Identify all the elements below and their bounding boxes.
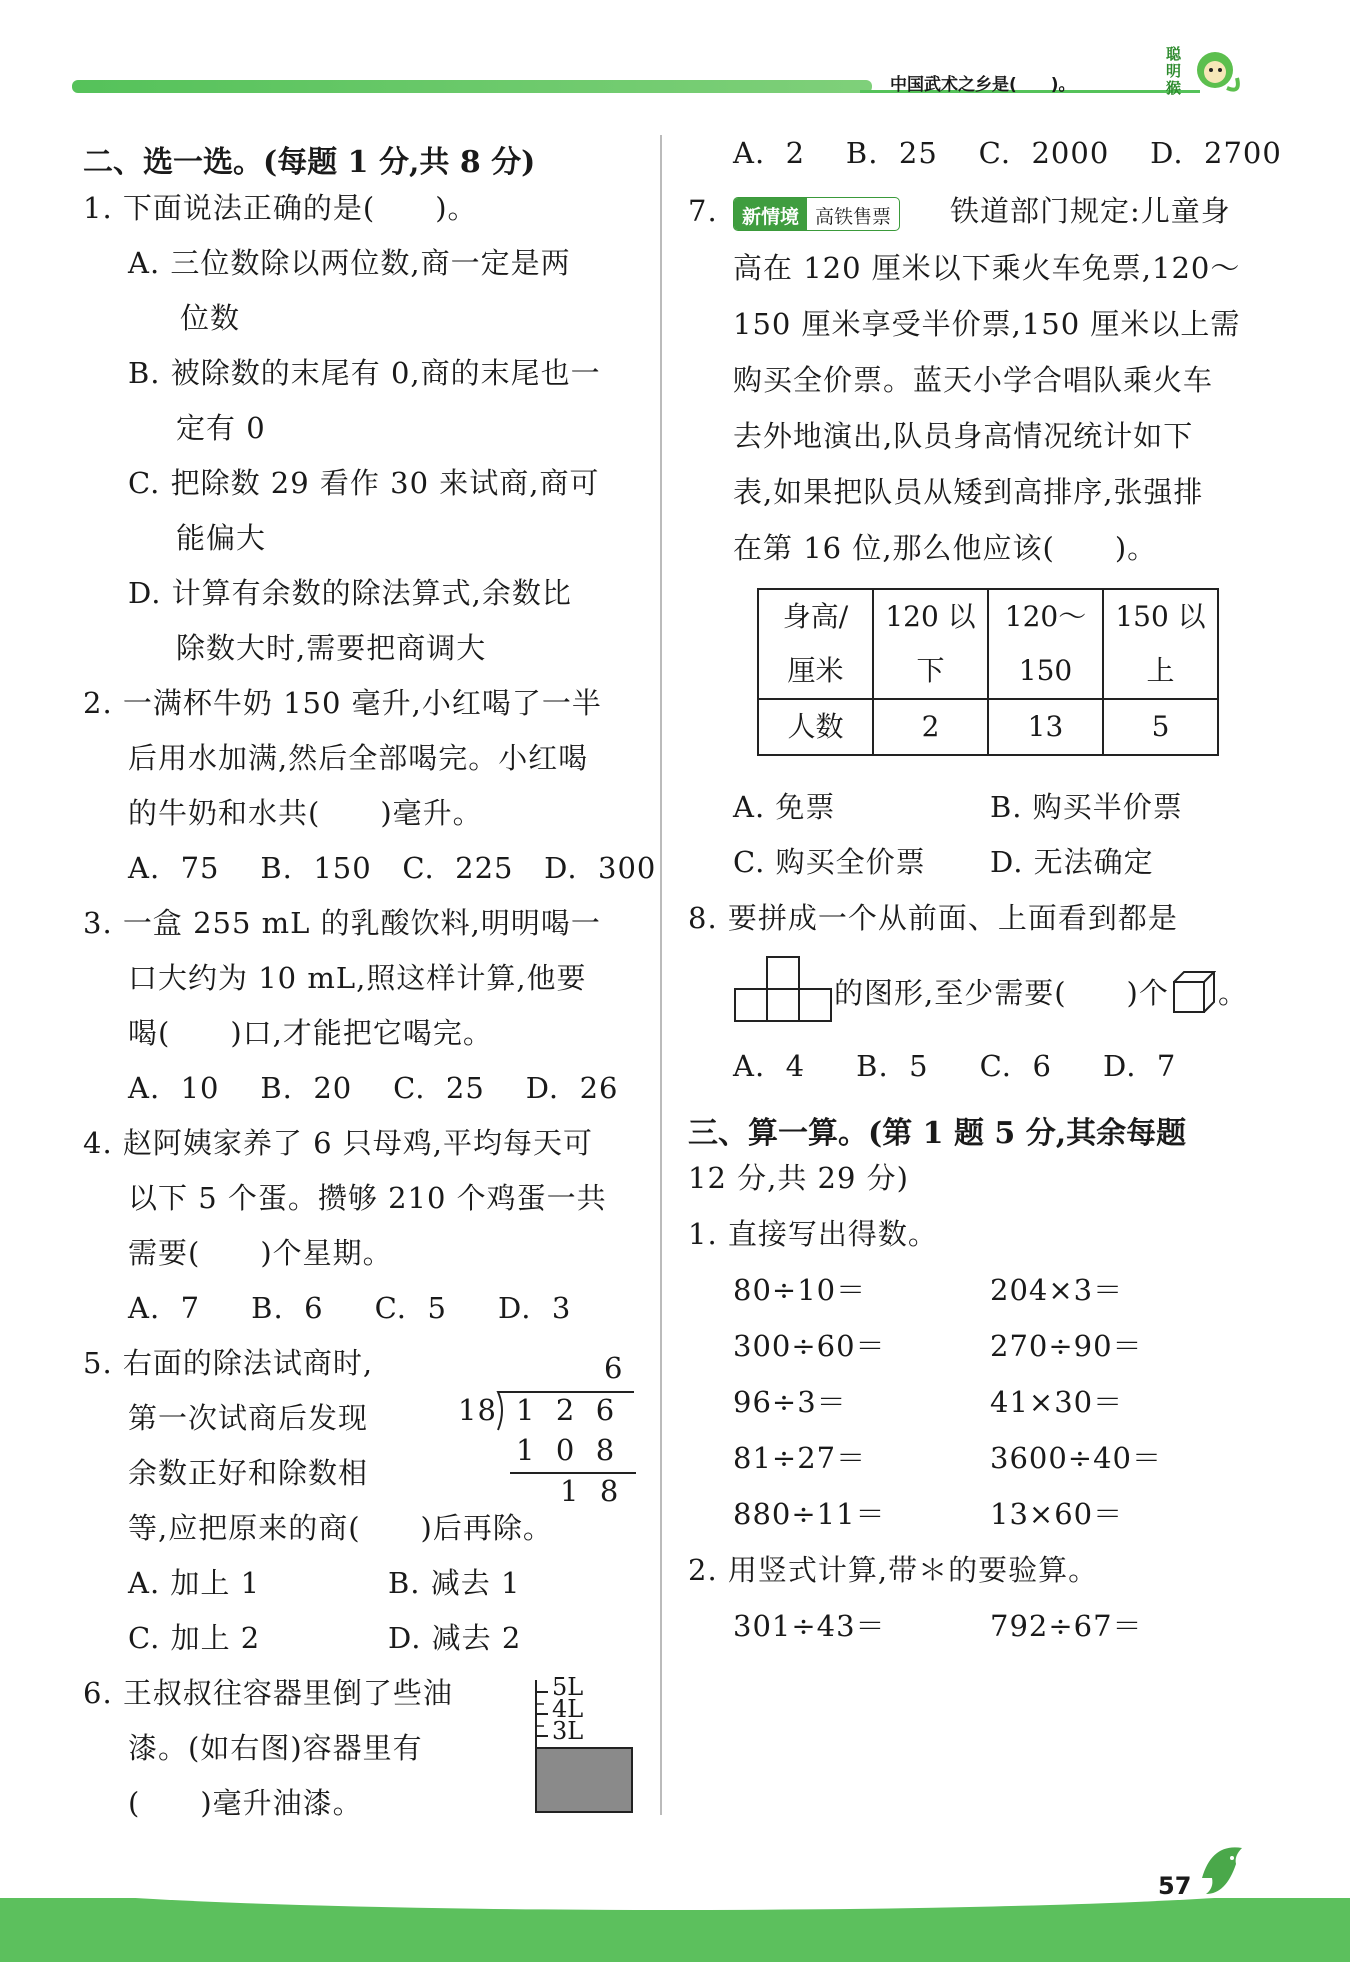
table-header-120-150: 120～ 150: [988, 589, 1103, 699]
q7-option-a: A. 免票: [733, 790, 836, 824]
q4-options: A. 7 B. 6 C. 5 D. 3: [128, 1291, 572, 1325]
q7-option-b: B. 购买半价票: [990, 790, 1183, 824]
section3-title-line1: 三、算一算。(第 1 题 5 分,其余每题: [688, 1116, 1187, 1151]
q5-line3: 余数正好和除数相: [128, 1456, 369, 1490]
q7-line5: 去外地演出,队员身高情况统计如下: [733, 419, 1194, 453]
q8-options: A. 4 B. 5 C. 6 D. 7: [733, 1049, 1177, 1083]
q2-options: A. 75 B. 150 C. 225 D. 300: [128, 851, 657, 885]
q7-line7: 在第 16 位,那么他应该( )。: [733, 531, 1158, 565]
block-shape-figure: [733, 955, 833, 1025]
tag-topic: 高铁售票: [815, 206, 892, 228]
section2-title: 二、选一选。(每题 1 分,共 8 分): [83, 145, 536, 180]
q5-line4: 等,应把原来的商( )后再除。: [128, 1511, 553, 1545]
calc-item: 13×60＝: [990, 1497, 1124, 1531]
q6-line2: 漆。(如右图)容器里有: [128, 1731, 423, 1765]
mark-3l: 3L: [552, 1717, 584, 1745]
q6-options: A. 2 B. 25 C. 2000 D. 2700: [733, 136, 1282, 170]
calc-item: 81÷27＝: [733, 1441, 867, 1475]
header-hint: 中国武术之乡是( )。: [890, 75, 1076, 95]
q2-line2: 后用水加满,然后全部喝完。小红喝: [128, 741, 589, 775]
calc-item: 270÷90＝: [990, 1329, 1143, 1363]
mark-5l: 5L: [552, 1673, 584, 1701]
q3-line3: 喝( )口,才能把它喝完。: [128, 1016, 493, 1050]
q7-line1: 铁道部门规定:儿童身: [950, 194, 1231, 228]
calc-item: 41×30＝: [990, 1385, 1124, 1419]
vertical-calc-item: 792÷67＝: [990, 1609, 1143, 1643]
q1-stem: 1. 下面说法正确的是( )。: [83, 191, 478, 225]
section3-title-line2: 12 分,共 29 分): [688, 1161, 909, 1195]
mark-4l: 4L: [552, 1695, 584, 1723]
calc-item: 204×3＝: [990, 1273, 1124, 1307]
q1-option-d-line2: 除数大时,需要把商调大: [176, 631, 487, 665]
q8-line2: 的图形,至少需要( )个: [834, 976, 1169, 1010]
q2-line1: 2. 一满杯牛奶 150 毫升,小红喝了一半: [83, 686, 602, 720]
q5-line2: 第一次试商后发现: [128, 1401, 369, 1435]
q3-line2: 口大约为 10 mL,照这样计算,他要: [128, 961, 587, 995]
q7-line2: 高在 120 厘米以下乘火车免票,120～: [733, 251, 1241, 285]
q4-line1: 4. 赵阿姨家养了 6 只母鸡,平均每天可: [83, 1126, 593, 1160]
table-row-label: 人数: [758, 699, 873, 755]
q5-line1: 5. 右面的除法试商时,: [83, 1346, 374, 1380]
q7-tag: [733, 197, 900, 231]
q6-line3: ( )毫升油漆。: [128, 1786, 363, 1820]
table-header-below-120: 120 以 下: [873, 589, 988, 699]
q6-line1: 6. 王叔叔往容器里倒了些油: [83, 1676, 453, 1710]
q5-option-c: C. 加上 2: [128, 1621, 261, 1655]
table-header-height: 身高/ 厘米: [758, 589, 873, 699]
division-quotient: 6: [604, 1351, 624, 1385]
q7-line3: 150 厘米享受半价票,150 厘米以上需: [733, 307, 1241, 341]
s3-q2: 2. 用竖式计算,带＊的要验算。: [688, 1553, 1099, 1587]
page-number: 57: [1158, 1872, 1192, 1900]
q1-option-a-line1: A. 三位数除以两位数,商一定是两: [128, 246, 571, 280]
q3-options: A. 10 B. 20 C. 25 D. 26: [128, 1071, 619, 1105]
q7-line4: 购买全价票。蓝天小学合唱队乘火车: [733, 363, 1214, 397]
vertical-calc-item: 301÷43＝: [733, 1609, 886, 1643]
calc-item: 300÷60＝: [733, 1329, 886, 1363]
division-divisor: 18: [458, 1393, 497, 1427]
mascot-label: 聪明猴: [1166, 45, 1182, 97]
q5-option-d: D. 减去 2: [388, 1621, 522, 1655]
q4-line2: 以下 5 个蛋。攒够 210 个鸡蛋一共: [128, 1181, 607, 1215]
height-table: [757, 588, 1219, 756]
s3-q1: 1. 直接写出得数。: [688, 1217, 938, 1251]
calc-item: 80÷10＝: [733, 1273, 867, 1307]
q1-option-c-line1: C. 把除数 29 看作 30 来试商,商可: [128, 466, 600, 500]
q4-line3: 需要( )个星期。: [128, 1236, 393, 1270]
q7-number: 7.: [688, 194, 718, 228]
q5-option-a: A. 加上 1: [128, 1566, 261, 1600]
paint-container-figure: [534, 1673, 634, 1814]
calc-item: 96÷3＝: [733, 1385, 847, 1419]
tag-new-situation: 新情境: [734, 198, 807, 230]
q7-line6: 表,如果把队员从矮到高排序,张强排: [733, 475, 1204, 509]
q8-line1: 8. 要拼成一个从前面、上面看到都是: [688, 901, 1178, 935]
q1-option-b-line1: B. 被除数的末尾有 0,商的末尾也一: [128, 356, 601, 390]
table-cell: 5: [1103, 699, 1218, 755]
q1-option-b-line2: 定有 0: [176, 411, 266, 445]
calc-item: 3600÷40＝: [990, 1441, 1163, 1475]
cube-icon: [1172, 970, 1216, 1014]
q1-option-c-line2: 能偏大: [176, 521, 267, 555]
q7-option-d: D. 无法确定: [990, 845, 1154, 879]
q5-option-b: B. 减去 1: [388, 1566, 521, 1600]
q1-option-d-line1: D. 计算有余数的除法算式,余数比: [128, 576, 572, 610]
q2-line3: 的牛奶和水共( )毫升。: [128, 796, 483, 830]
calc-item: 880÷11＝: [733, 1497, 886, 1531]
division-dividend: 1 2 6: [516, 1393, 616, 1427]
dolphin-icon: [1192, 1838, 1252, 1913]
table-cell: 2: [873, 699, 988, 755]
q7-option-c: C. 购买全价票: [733, 845, 926, 879]
q1-option-a-line2: 位数: [180, 301, 241, 335]
q8-period: 。: [1218, 976, 1249, 1010]
division-remainder: 1 8: [560, 1474, 620, 1508]
q3-line1: 3. 一盒 255 mL 的乳酸饮料,明明喝一: [83, 906, 601, 940]
division-product: 1 0 8: [516, 1433, 616, 1467]
table-cell: 13: [988, 699, 1103, 755]
column-divider: [660, 135, 662, 1815]
table-header-above-150: 150 以 上: [1103, 589, 1218, 699]
header-green-bar: [72, 80, 872, 93]
